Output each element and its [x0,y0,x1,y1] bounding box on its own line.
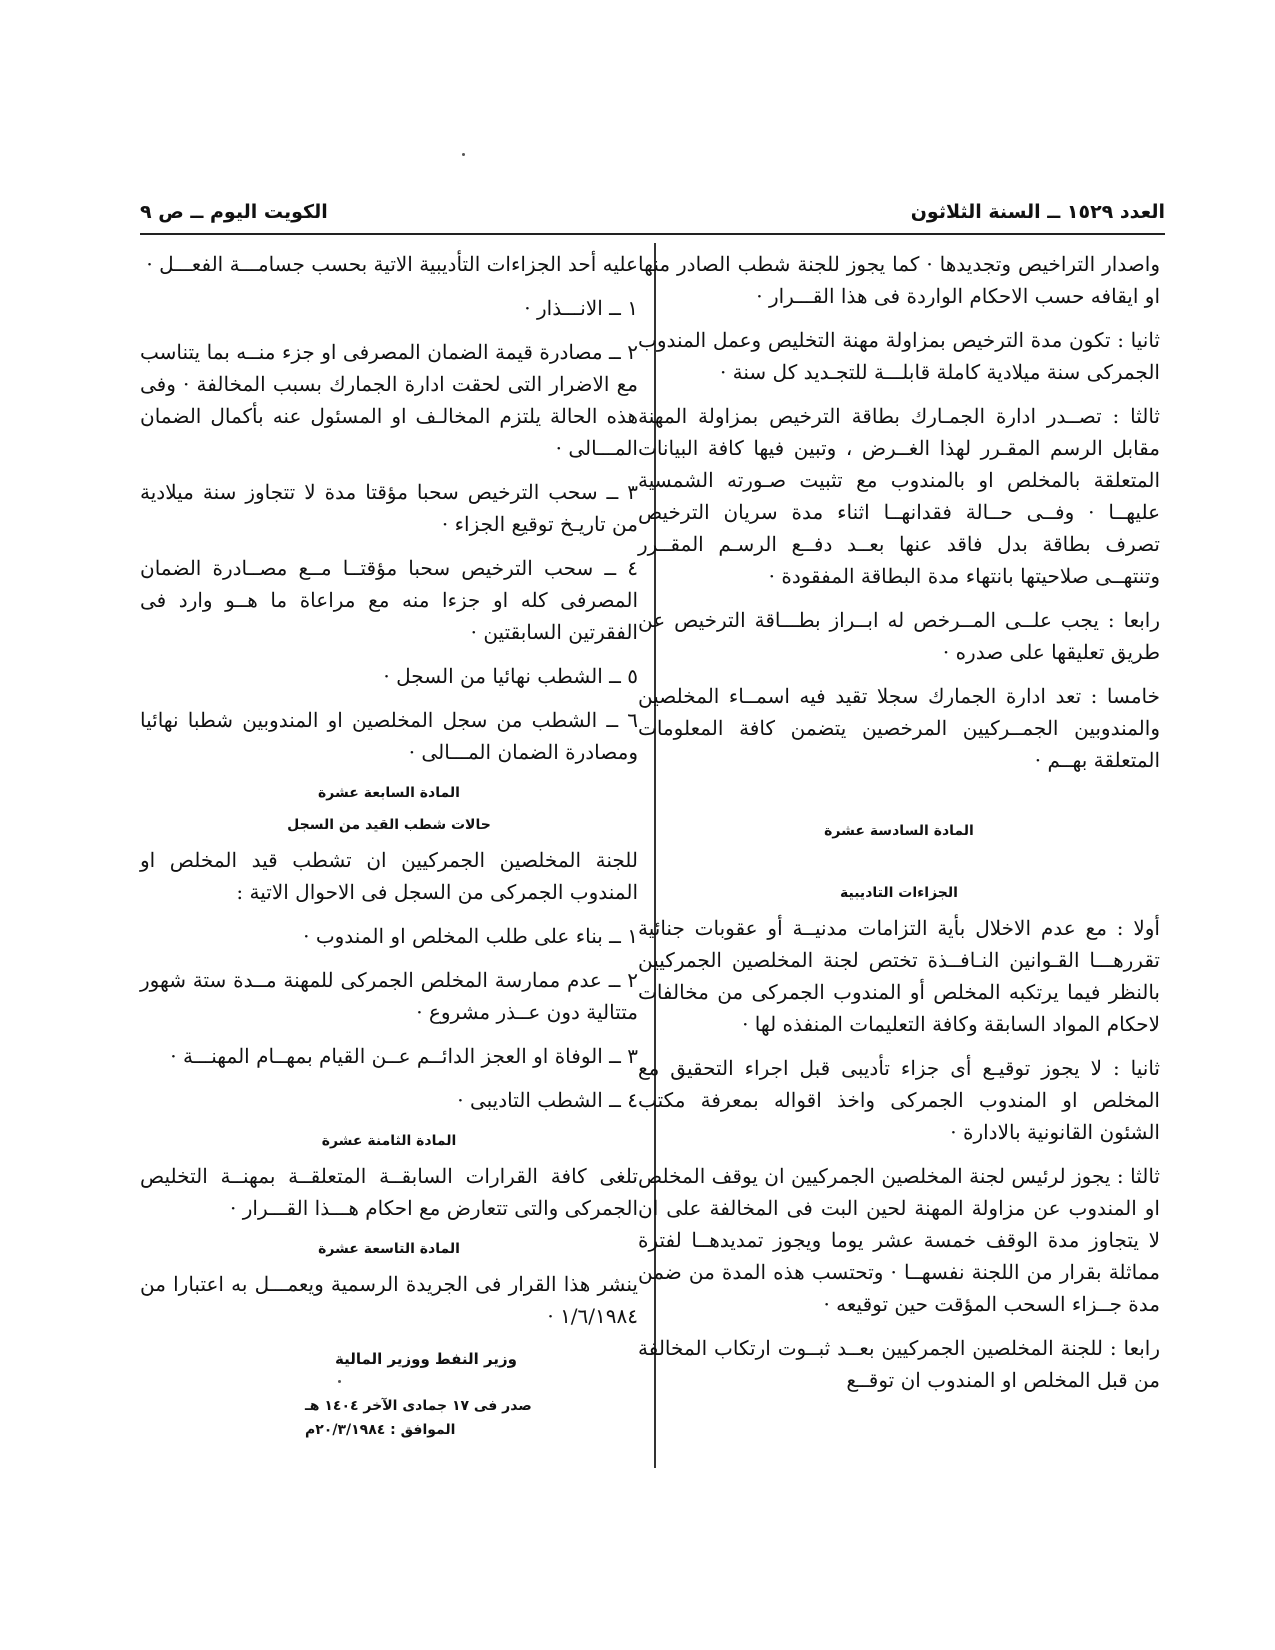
paragraph: عليه أحد الجزاءات التأديبية الاتية بحسب جسامـــة الفعـــل · [146,252,638,276]
left-column [140,248,638,1442]
signature-minister: وزير النفط ووزير المالية [335,1350,517,1368]
paragraph: ٥ ــ الشطب نهائيا من السجل · [383,664,638,688]
article-heading: المادة الثامنة عشرة [321,1133,457,1149]
paragraph: ٦ ــ الشطب من سجل المخلصين او المندوبين شطبا نهائيا ومصادرة الضمان المـــالى · [140,708,638,764]
spacer [638,850,1160,874]
paragraph: ٤ ــ سحب الترخيص سحبا مؤقتــا مــع مصــادرة الضمان المصرفى كله او جزءا منه مع مراعاة ما هــو وارد فى الفقرتين السابقتين · [140,556,638,644]
paragraph: ثانيا : لا يجوز توقيـع أى جزاء تأديبى قبل اجراء التحقيق مع المخلص او المندوب الجمركى واخذ اقواله بمعرفة مكتب الشئون القانونية بالادارة · [638,1056,1160,1144]
paragraph: ٤ ــ الشطب التاديبى · [457,1088,638,1112]
paragraph: ثالثا : تصــدر ادارة الجمـارك بطاقة الترخيص بمزاولة المهنة مقابل الرسم المقـرر لهذا الغــرض ، وتبين فيها كافة البيانات المتعلقة بالمخلص او بالمندوب مع تثبيت صـورته الشمسية عليهــا · وفــى حــالة فقدانهــا اثناء مدة سريان الترخيص تصرف بطاقة بدل فاقد عنها بعــد دفــع الرسـم المقــرر وتنتهــى صلاحيتها بانتهاء مدة البطاقة المفقودة · [638,404,1160,588]
right-column [638,248,1160,1408]
paragraph: ٣ ــ سحب الترخيص سحبا مؤقتا مدة لا تتجاوز سنة ميلادية من تاريـخ توقيع الجزاء · [140,480,638,536]
spacer [638,788,1160,812]
article-heading: حالات شطب القيد من السجل [287,817,491,833]
paragraph: ١ ــ الانـــذار · [524,296,638,320]
paragraph: ثانيا : تكون مدة الترخيص بمزاولة مهنة التخليص وعمل المندوب الجمركى سنة ميلادية كاملة قابلـــة للتجـديد كل سنة · [638,328,1160,384]
article-heading: المادة السابعة عشرة [318,785,460,801]
paragraph: رابعا : يجب علــى المــرخص له ابــراز بطـــاقة الترخيص عن طريق تعليقها على صدره · [638,608,1160,664]
article-heading: المادة السادسة عشرة [824,823,974,839]
paragraph: للجنة المخلصين الجمركيين ان تشطب قيد المخلص او المندوب الجمركى من السجل فى الاحوال الاتية : [140,848,638,904]
scan-speck [462,153,465,156]
paragraph: ١ ــ بناء على طلب المخلص او المندوب · [303,924,638,948]
page-number: الكويت اليوم ــ ص ٩ [140,201,328,223]
page-header [140,197,1165,235]
issued-date-hijri: صدر فى ١٧ جمادى الآخر ١٤٠٤ هـ [305,1398,532,1414]
paragraph: رابعا : للجنة المخلصين الجمركيين بعــد ثبــوت ارتكاب المخالفة من قبل المخلص او المندوب ان توقــع [638,1336,1160,1392]
paragraph: أولا : مع عدم الاخلال بأية التزامات مدنيــة أو عقوبات جنائية تقررهـــا القـوانين النـافــذة تختص لجنة المخلصين الجمركيين بالنظر فيما يرتكبه المخلص أو المندوب الجمركى من مخالفات لاحكام المواد السابقة وكافة التعليمات المنفذه لها · [638,916,1160,1036]
scan-speck [338,1380,341,1383]
paragraph: ٣ ــ الوفاة او العجز الدائــم عــن القيام بمهــام المهنـــة · [170,1044,638,1068]
paragraph: ثالثا : يجوز لرئيس لجنة المخلصين الجمركيين ان يوقف المخلص او المندوب عن مزاولة المهنة لحين البت فى المخالفة على ان لا يتجاوز مدة الوقف خمسة عشر يوما ويجوز تمديدهــا لفترة مماثلة بقرار من اللجنة نفسهــا · وتحتسب هذه المدة من ضمن مدة جــزاء السحب المؤقت حين توقيعه · [638,1164,1160,1316]
issued-date-gregorian: الموافق : ٢٠/٣/١٩٨٤م [305,1422,456,1438]
paragraph: ينشر هذا القرار فى الجريدة الرسمية ويعمـــل به اعتبارا من ١/٦/١٩٨٤ · [140,1272,638,1328]
article-heading: الجزاءات التاديبية [840,885,958,901]
issue-number: العدد ١٥٢٩ ــ السنة الثلاثون [910,201,1165,223]
paragraph: واصدار التراخيص وتجديدها · كما يجوز للجنة شطب الصادر منها او ايقافه حسب الاحكام الواردة فى هذا القـــرار · [638,252,1160,308]
paragraph: تلغى كافة القرارات السابقــة المتعلقــة بمهنــة التخليص الجمركى والتى تتعارض مع احكام هـــذا القـــرار · [140,1164,638,1220]
paragraph: ٢ ــ مصادرة قيمة الضمان المصرفى او جزء منــه بما يتناسب مع الاضرار التى لحقت ادارة الجمارك بسبب المخالفة · وفى هذه الحالة يلتزم المخالـف او المسئول عنه بأكمال الضمان المـــالى · [140,340,638,460]
article-heading: المادة التاسعة عشرة [318,1241,460,1257]
paragraph: خامسا : تعد ادارة الجمارك سجلا تقيد فيه اسمــاء المخلصين والمندوبين الجمــركيين المرخصين يتضمن كافة المعلومات المتعلقة بهــم · [638,684,1160,772]
paragraph: ٢ ــ عدم ممارسة المخلص الجمركى للمهنة مــدة ستة شهور متتالية دون عــذر مشروع · [140,968,638,1024]
